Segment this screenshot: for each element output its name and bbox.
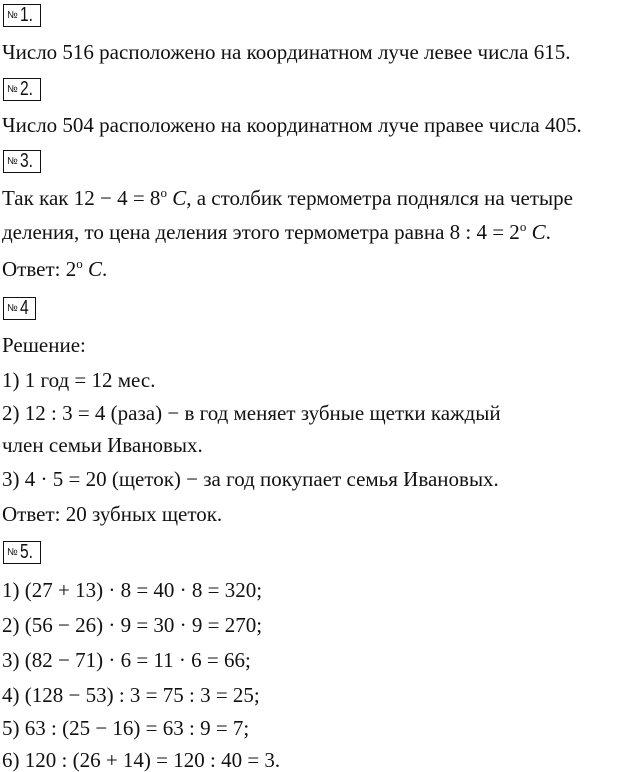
number-sign: № (7, 547, 18, 558)
problem-number: 3. (19, 150, 33, 172)
problem-3-line-1 (2, 186, 573, 210)
problem-number: 4 (19, 297, 29, 319)
problem-4-line: 1) 1 год = 12 мес. (2, 368, 156, 392)
problem-1-badge (3, 4, 41, 27)
problem-4-line: 3) 4 · 5 = 20 (щеток) − за год покупает семья Ивановых. (2, 467, 499, 491)
celsius-symbol: C (531, 220, 546, 244)
number-sign: № (7, 84, 18, 95)
number-sign: № (7, 156, 18, 167)
number-sign: № (7, 10, 18, 21)
text: Так как 12 − 4 = 8 (2, 186, 161, 210)
degree-sign: о (519, 219, 527, 234)
problem-5-line: 5) 63 : (25 − 16) = 63 : 9 = 7; (2, 716, 250, 740)
problem-number: 2. (19, 78, 33, 100)
text: Ответ: 2 (2, 257, 77, 281)
problem-4-badge (3, 297, 36, 320)
problem-3-answer (2, 257, 107, 281)
problem-3-line-2 (2, 220, 551, 244)
problem-5-line: 1) (27 + 13) · 8 = 40 · 8 = 320; (2, 578, 263, 602)
celsius-symbol: C (172, 186, 187, 210)
problem-4-line: член семьи Ивановых. (2, 433, 203, 457)
degree-sign: о (76, 256, 83, 271)
problem-4-line: 2) 12 : 3 = 4 (раза) − в год меняет зубные щетки каждый (2, 401, 501, 425)
problem-2-answer: Число 504 расположено на координатном луче правее числа 405. (2, 113, 582, 137)
text: . (101, 257, 108, 281)
text: . (545, 220, 551, 244)
problem-4-line: Решение: (2, 333, 86, 357)
problem-number: 1. (19, 4, 33, 26)
problem-3-badge (3, 150, 41, 173)
problem-1-answer: Число 516 расположено на координатном луче левее числа 615. (2, 40, 571, 64)
degree-sign: о (160, 185, 167, 200)
problem-5-line: 2) (56 − 26) · 9 = 30 · 9 = 270; (2, 613, 263, 637)
problem-5-line: 4) (128 − 53) : 3 = 75 : 3 = 25; (2, 683, 260, 707)
celsius-symbol: C (87, 257, 102, 281)
problem-number: 5. (19, 541, 33, 563)
problem-2-badge (3, 78, 41, 101)
problem-5-line: 3) (82 − 71) · 6 = 11 · 6 = 66; (2, 648, 251, 672)
number-sign: № (7, 303, 18, 314)
problem-4-answer: Ответ: 20 зубных щеток. (2, 502, 223, 526)
text: , а столбик термометра поднялся на четыре (186, 186, 573, 210)
problem-5-line: 6) 120 : (26 + 14) = 120 : 40 = 3. (2, 748, 281, 772)
text: деления, то цена деления этого термометра равна 8 : 4 = 2 (2, 220, 520, 244)
problem-5-badge (3, 541, 41, 564)
